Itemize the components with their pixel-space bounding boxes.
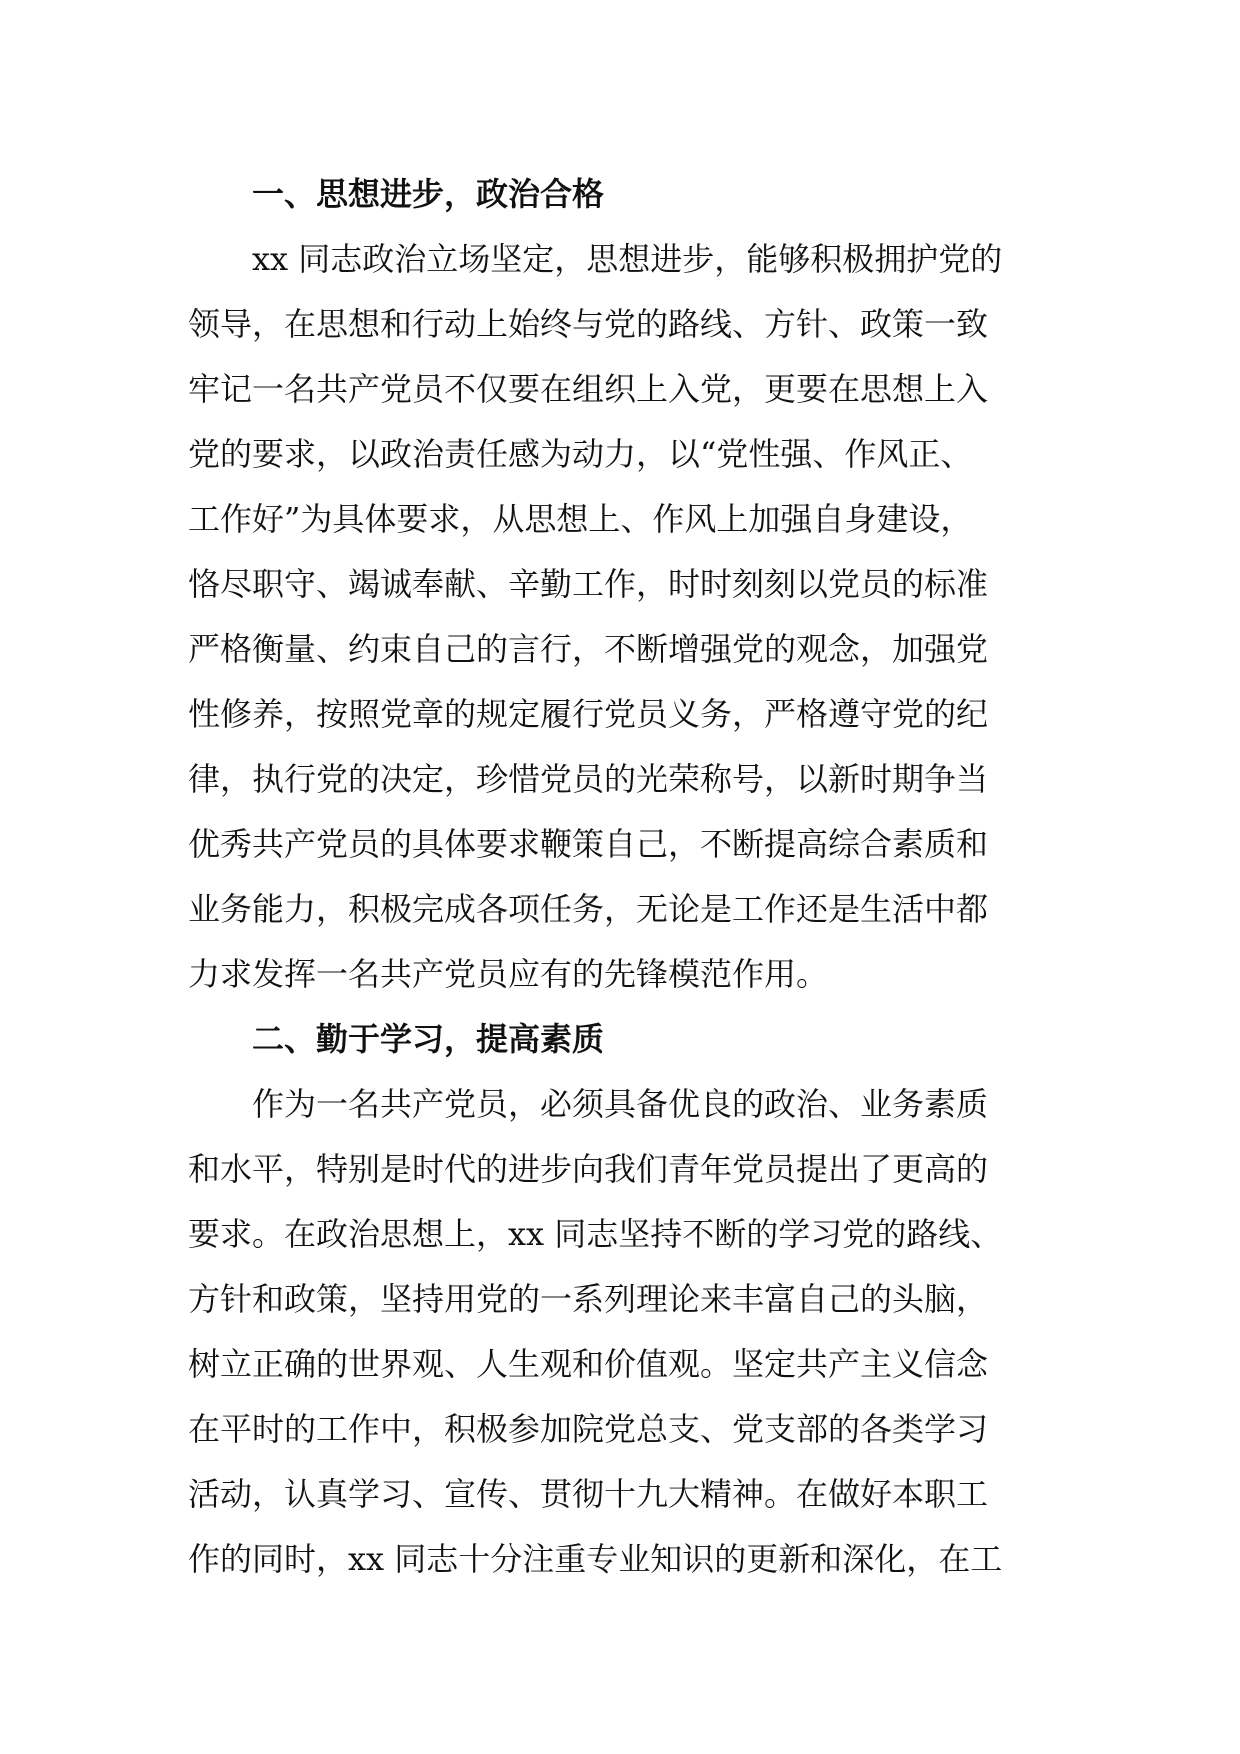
paragraph-line: 优秀共产党员的具体要求鞭策自己，不断提高综合素质和 [188, 825, 989, 863]
paragraph-line: 业务能力，积极完成各项任务，无论是工作还是生活中都 [188, 890, 989, 928]
paragraph-line: 要求。在政治思想上，xx 同志坚持不断的学习党的路线、 [188, 1215, 1003, 1253]
document-body [188, 162, 1068, 1592]
paragraph-line: 党的要求，以政治责任感为动力，以“党性强、作风正、 [188, 435, 973, 473]
paragraph-line: 牢记一名共产党员不仅要在组织上入党，更要在思想上入 [188, 370, 989, 408]
paragraph-line: 律，执行党的决定，珍惜党员的光荣称号，以新时期争当 [188, 760, 989, 798]
paragraph-line: 恪尽职守、竭诚奉献、辛勤工作，时时刻刻以党员的标准 [188, 565, 989, 603]
paragraph-line: 性修养，按照党章的规定履行党员义务，严格遵守党的纪 [188, 695, 989, 733]
paragraph-line: xx 同志政治立场坚定，思想进步，能够积极拥护党的 [252, 240, 1003, 278]
paragraph-line: 力求发挥一名共产党员应有的先锋模范作用。 [188, 955, 829, 993]
paragraph-line: 和水平，特别是时代的进步向我们青年党员提出了更高的 [188, 1150, 989, 1188]
paragraph-line: 作为一名共产党员，必须具备优良的政治、业务素质 [252, 1085, 989, 1123]
paragraph-line: 活动，认真学习、宣传、贯彻十九大精神。在做好本职工 [188, 1475, 989, 1513]
paragraph-line: 工作好”为具体要求，从思想上、作风上加强自身建设， [188, 500, 973, 538]
paragraph-line: 严格衡量、约束自己的言行，不断增强党的观念，加强党 [188, 630, 989, 668]
paragraph-line: 树立正确的世界观、人生观和价值观。坚定共产主义信念 [188, 1345, 989, 1383]
paragraph-line: 领导，在思想和行动上始终与党的路线、方针、政策一致 [188, 305, 989, 343]
paragraph-line: 作的同时，xx 同志十分注重专业知识的更新和深化，在工 [188, 1540, 1003, 1578]
paragraph-line: 在平时的工作中，积极参加院党总支、党支部的各类学习 [188, 1410, 989, 1448]
section-heading-2: 二、勤于学习，提高素质 [252, 1020, 605, 1058]
paragraph-line: 方针和政策，坚持用党的一系列理论来丰富自己的头脑， [188, 1280, 989, 1318]
section-heading-1: 一、思想进步，政治合格 [252, 175, 605, 213]
